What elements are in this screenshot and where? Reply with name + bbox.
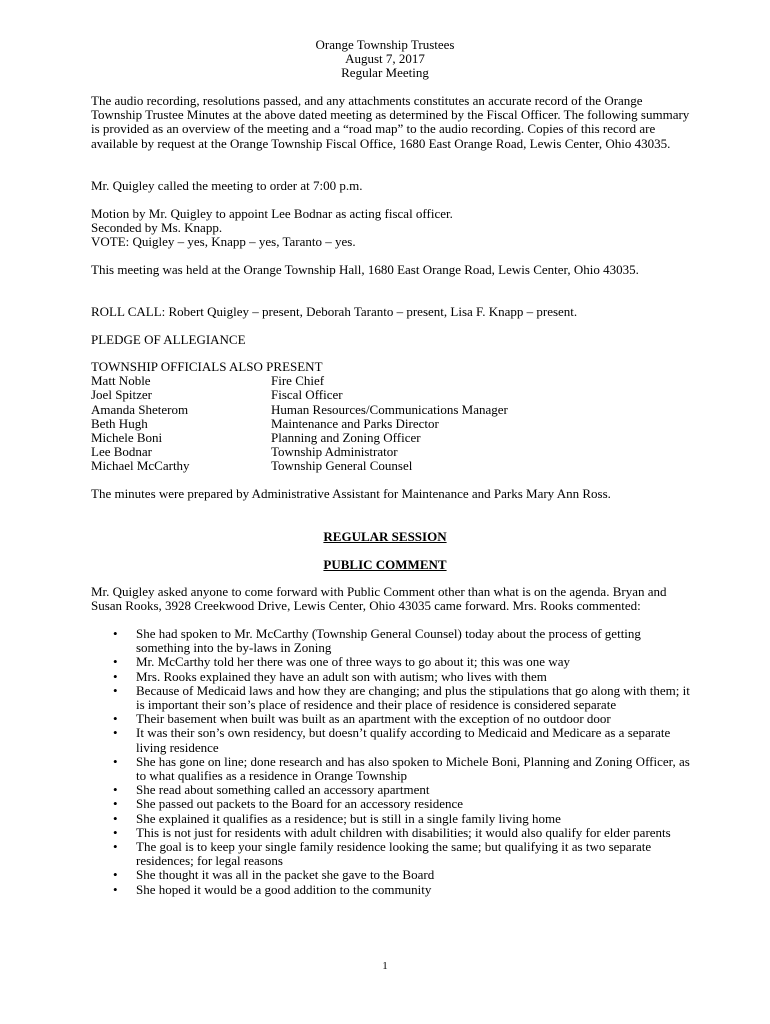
list-item: • She thought it was all in the packet she gave to the Board [113,868,693,882]
prepared-by: The minutes were prepared by Administrative Assistant for Maintenance and Parks Mary Ann Ross. [91,486,611,501]
header-title: Orange Township Trustees [315,37,455,52]
list-item: • She explained it qualifies as a residence; but is still in a single family living home [113,812,693,826]
list-item: • She read about something called an accessory apartment [113,783,693,797]
official-row [91,388,691,402]
list-item: • Mrs. Rooks explained they have an adult son with autism; who lives with them [113,670,693,684]
official-name: Lee Bodnar [91,444,153,460]
official-title: Planning and Zoning Officer [271,429,421,445]
official-title: Fiscal Officer [271,387,343,403]
official-title: Township General Counsel [271,458,413,474]
official-row [91,403,691,417]
motion-second: Seconded by Ms. Knapp. [91,220,223,236]
motion-vote: VOTE: Quigley – yes, Knapp – yes, Taranto – yes. [91,234,356,250]
roll-call: ROLL CALL: Robert Quigley – present, Deborah Taranto – present, Lisa F. Knapp – present. [91,304,578,319]
official-name: Amanda Sheterom [91,401,189,417]
list-item: • The goal is to keep your single family residence looking the same; but qualifying it as two separate residences; for legal reasons [113,840,693,868]
list-item: • It was their son’s own residency, but doesn’t qualify according to Medicaid and Medicare as a separate living residence [113,726,693,754]
list-item: • She passed out packets to the Board for an accessory residence [113,797,693,811]
list-item: • She has gone on line; done research and has also spoken to Michele Boni, Planning and Zoning Officer, as to what qualifies as a residence in Orange Township [113,755,693,783]
officials-heading: TOWNSHIP OFFICIALS ALSO PRESENT [91,359,323,374]
official-title: Human Resources/Communications Manager [271,401,508,417]
official-title: Maintenance and Parks Director [271,415,439,431]
meeting-location: This meeting was held at the Orange Township Hall, 1680 East Orange Road, Lewis Center, Ohio 43035. [91,262,639,277]
header-date: August 7, 2017 [345,51,425,66]
official-row [91,431,691,445]
official-name: Beth Hugh [91,415,148,431]
document-header [0,38,770,80]
header-meeting-type: Regular Meeting [341,65,429,80]
regular-session-heading: REGULAR SESSION [323,529,447,544]
official-name: Michele Boni [91,429,163,445]
motion-text: Motion by Mr. Quigley to appoint Lee Bodnar as acting fiscal officer. [91,206,453,221]
official-title: Fire Chief [271,373,325,389]
official-name: Matt Noble [91,373,151,389]
motion-block [91,207,691,250]
public-comment-intro: Mr. Quigley asked anyone to come forward with Public Comment other than what is on the agenda. Bryan and Susan Rooks, 3928 Creekwood Drive, Lewis Center, Ohio 43035 came forward. Mrs. Rooks commented: [91,584,667,614]
officials-section [91,360,691,474]
official-title: Township Administrator [271,444,398,460]
official-row [91,417,691,431]
pledge-heading: PLEDGE OF ALLEGIANCE [91,332,246,347]
public-comment-heading: PUBLIC COMMENT [323,557,447,572]
official-row [91,445,691,459]
list-item: • She had spoken to Mr. McCarthy (Township General Counsel) today about the process of getting something into the by-laws in Zoning [113,627,693,655]
list-item: • Their basement when built was built as an apartment with the exception of no outdoor door [113,712,693,726]
official-row [91,459,691,473]
page-number: 1 [382,960,388,972]
official-name: Michael McCarthy [91,458,190,474]
list-item: • Because of Medicaid laws and how they are changing; and plus the stipulations that go along with them; it is important their son’s place of residence and their place of residence is considered separate [113,684,693,712]
official-row [91,374,691,388]
call-to-order: Mr. Quigley called the meeting to order at 7:00 p.m. [91,178,363,193]
list-item: • She hoped it would be a good addition to the community [113,883,693,897]
comment-bullet-list [113,627,693,897]
intro-paragraph: The audio recording, resolutions passed, and any attachments constitutes an accurate record of the Orange Township Trustee Minutes at the above dated meeting as determined by the Fiscal Officer. The following summary is provided as an overview of the meeting and a “road map” to the audio recording. Copies of this record are available by request at the Orange Township Fiscal Office, 1680 East Orange Road, Lewis Center, Ohio 43035. [91,93,690,151]
list-item: • This is not just for residents with adult children with disabilities; it would also qualify for elder parents [113,826,693,840]
list-item: • Mr. McCarthy told her there was one of three ways to go about it; this was one way [113,655,693,669]
official-name: Joel Spitzer [91,387,153,403]
